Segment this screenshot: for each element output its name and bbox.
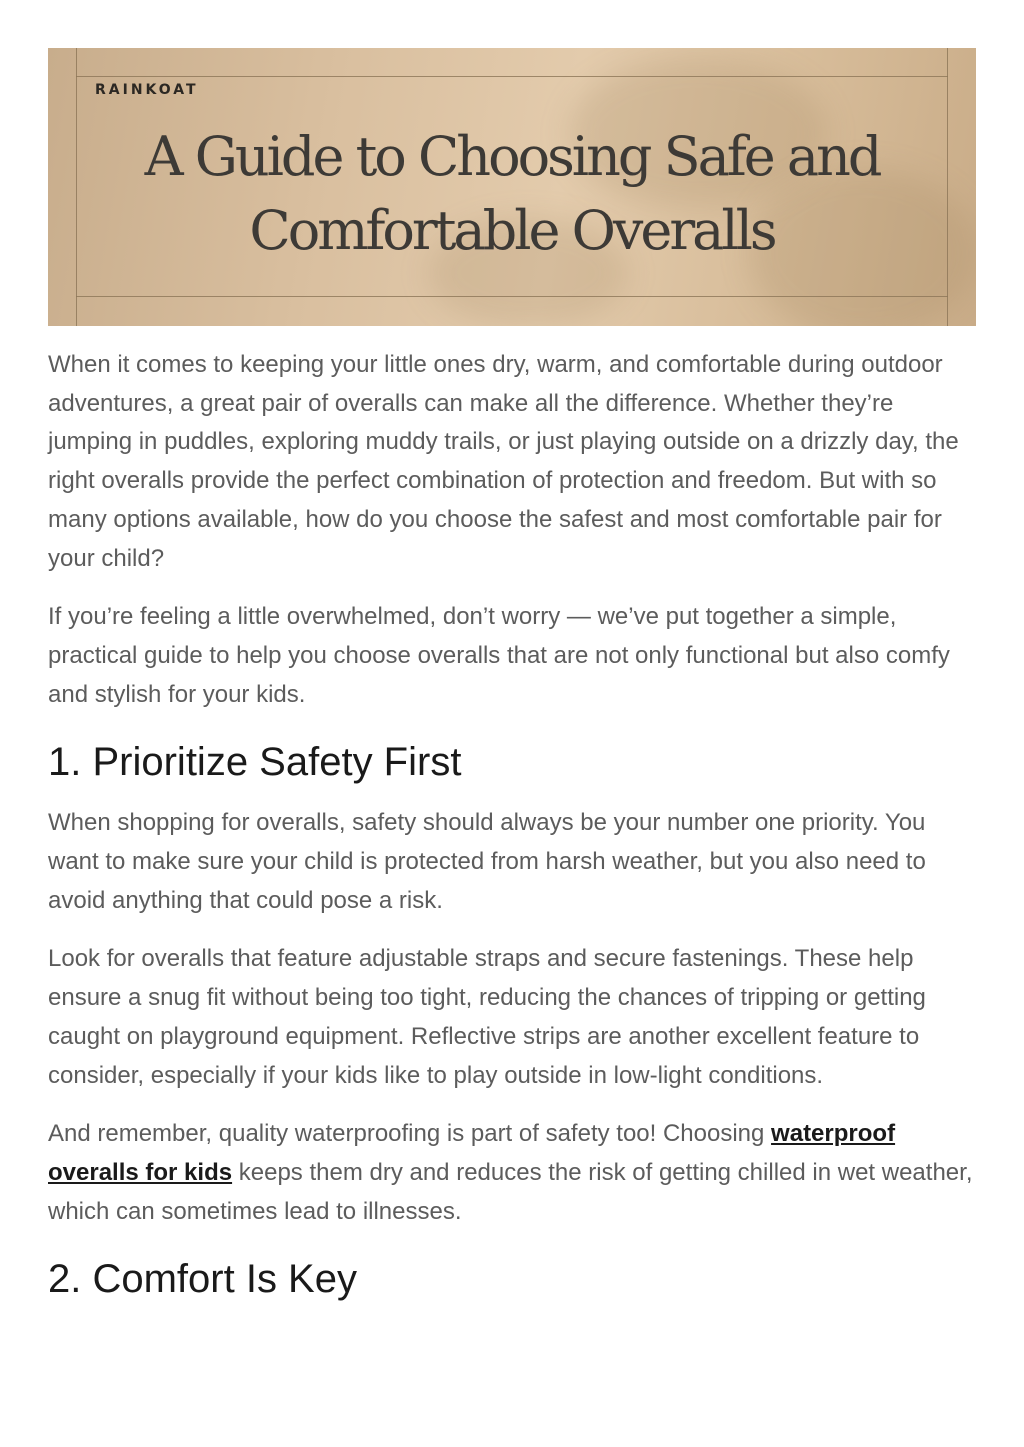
brand-logo: RAINKOAT [95, 82, 199, 98]
safety-paragraph [48, 1115, 980, 1231]
banner-border-left [76, 48, 77, 326]
intro-paragraph: If you’re feeling a little overwhelmed, don’t worry — we’ve put together a simple, practical guide to help you choose overalls that are not only functional but also comfy and stylish for your kids. [48, 603, 950, 708]
banner-border-right [947, 48, 948, 326]
waterproof-overalls-link[interactable]: waterproof overalls for kids [48, 1120, 896, 1186]
paragraph-text: keeps them dry and reduces the risk of getting chilled in wet weather, which can sometimes lead to illnesses. [48, 1158, 973, 1225]
banner-border-bottom [76, 296, 948, 297]
safety-paragraph: When shopping for overalls, safety should always be your number one priority. You want to make sure your child is protected from harsh weather, but you also need to avoid anything that could pose a risk. [48, 809, 926, 914]
section-heading-safety: 1. Prioritize Safety First [48, 740, 462, 785]
section-heading-comfort: 2. Comfort Is Key [48, 1257, 357, 1302]
paragraph-text: And remember, quality waterproofing is part of safety too! Choosing [48, 1120, 772, 1148]
safety-paragraph: Look for overalls that feature adjustable straps and secure fastenings. These help ensure a snug fit without being too tight, reducing the chances of tripping or getting caught on playground equipment. Reflective strips are another excellent feature to consider, especially if your kids like to play outside in low-light conditions. [48, 945, 926, 1089]
page-title: A Guide to Choosing Safe and Comfortable Overalls [144, 125, 880, 262]
article-body [48, 346, 980, 1321]
intro-paragraph: When it comes to keeping your little ones dry, warm, and comfortable during outdoor adventures, a great pair of overalls can make all the difference. Whether they’re jumping in puddles, exploring muddy trails, or just playing outside on a drizzly day, the right overalls provide the perfect combination of protection and freedom. But with so many options available, how do you choose the safest and most comfortable pair for your child? [48, 351, 959, 572]
banner-border-top [76, 76, 948, 77]
hero-banner [48, 48, 976, 326]
